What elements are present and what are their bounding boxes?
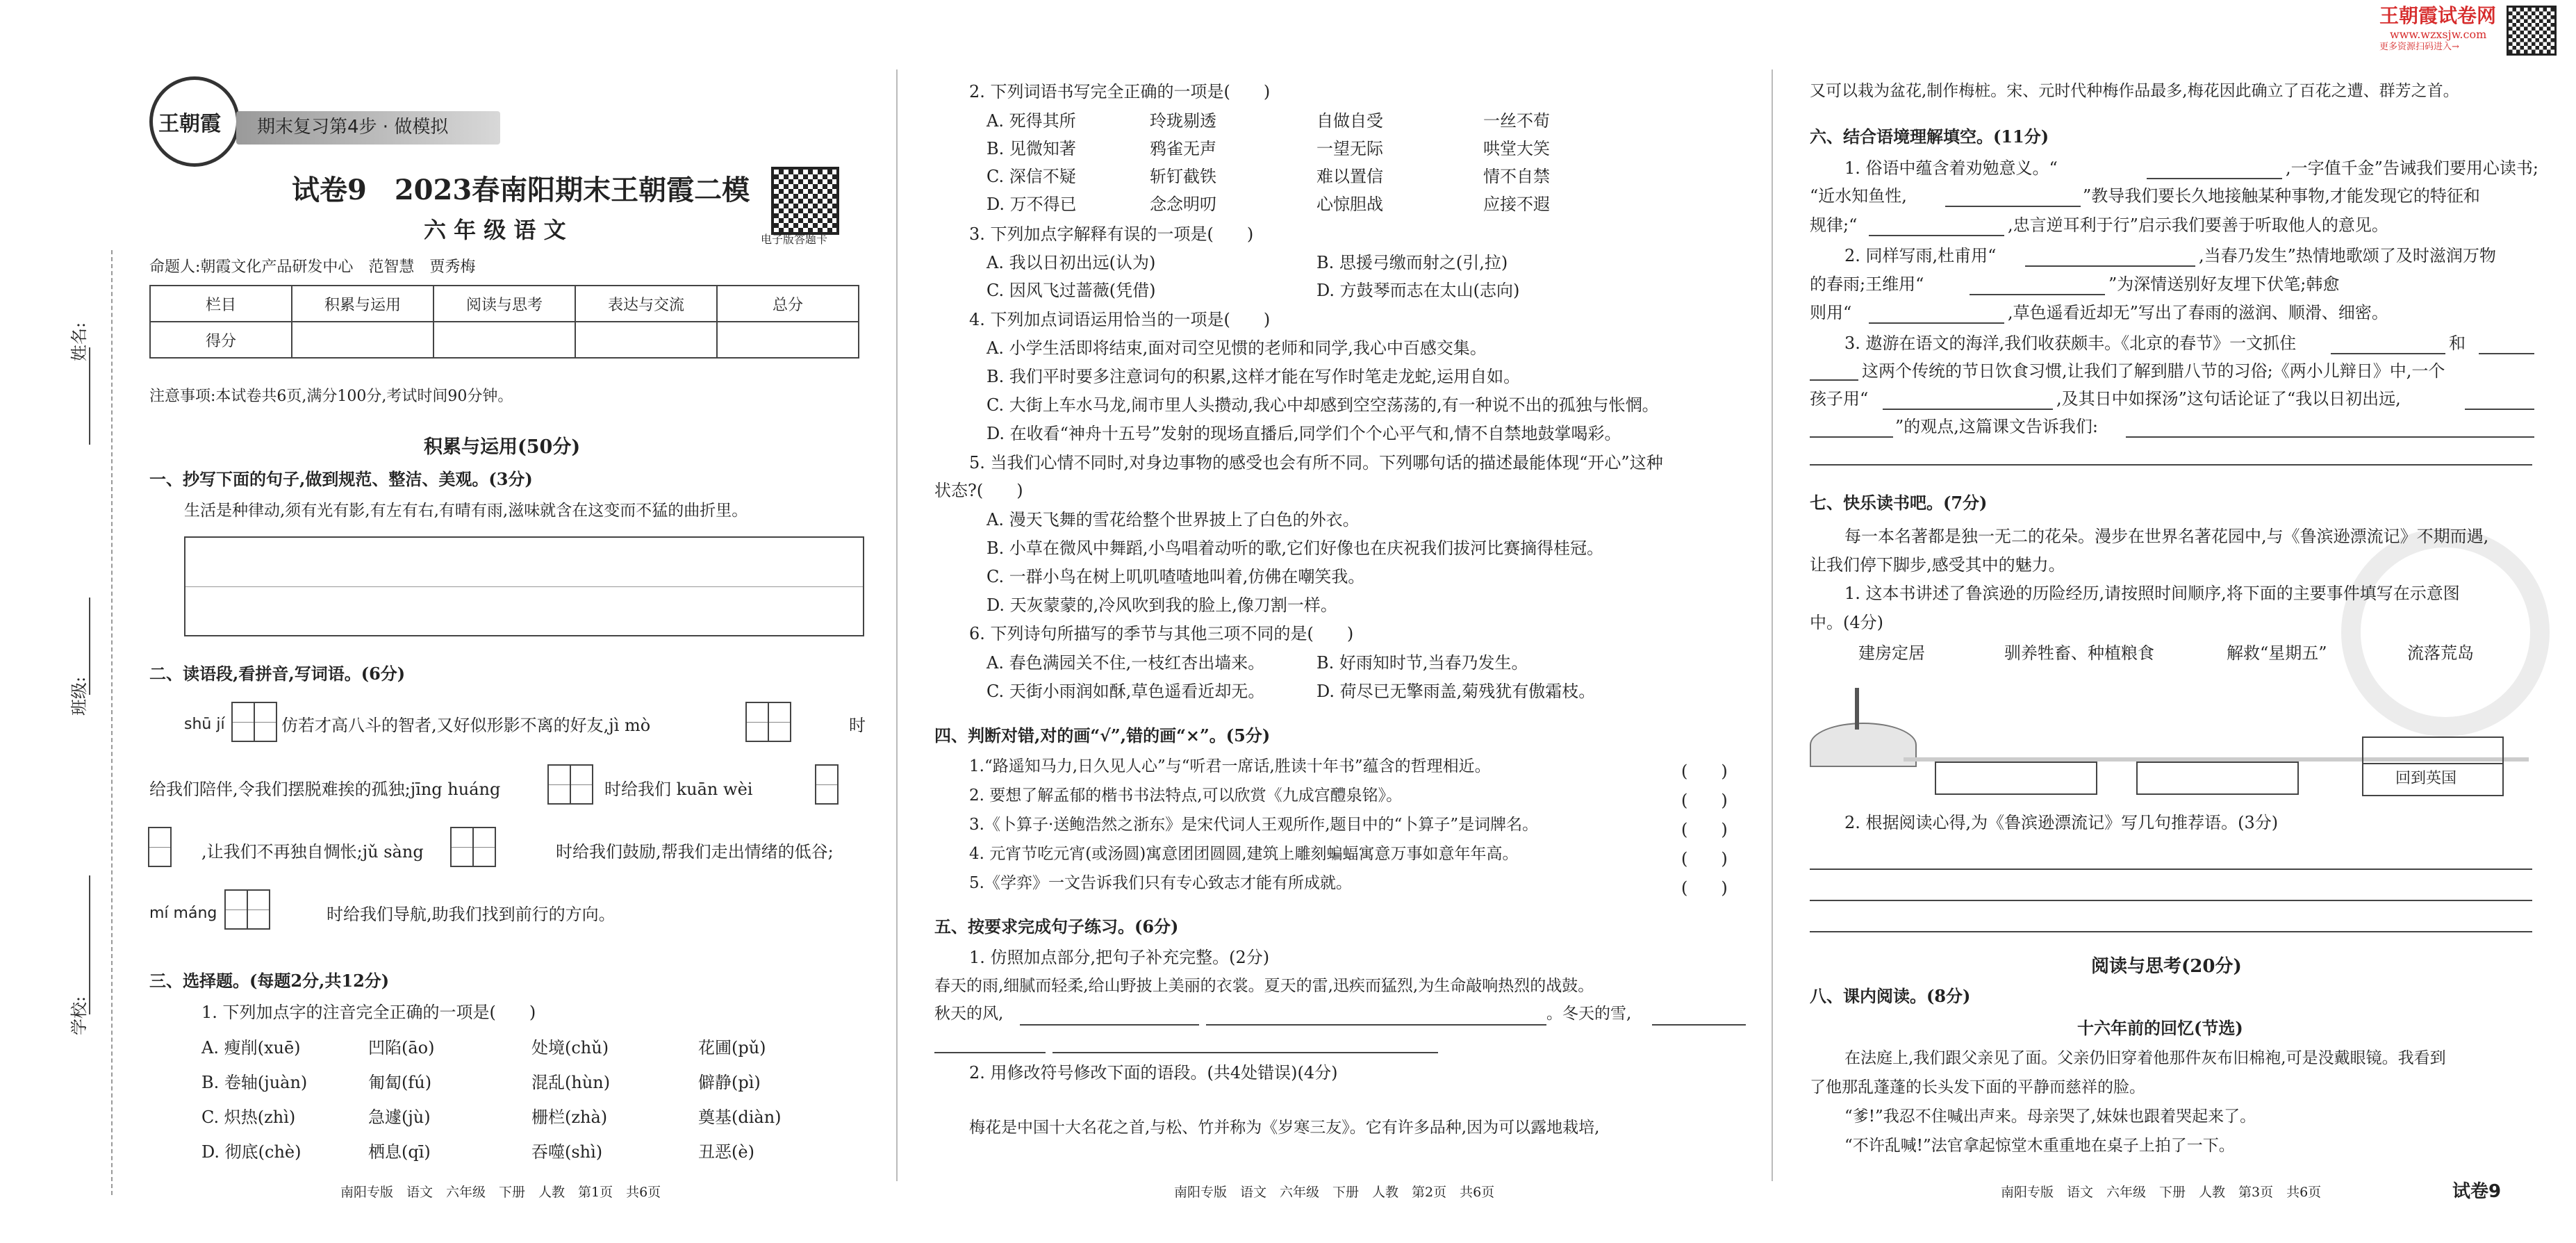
- q3-5-opt: B. 小草在微风中舞蹈,小鸟唱着动听的歌,它们好像也在庆祝我们拔河比赛摘得桂冠。: [986, 538, 1604, 558]
- q3-2-opt: D. 万不得已: [986, 195, 1077, 214]
- q7-event: 建房定居: [1858, 643, 1925, 663]
- brand-logo-text: 王朝霞: [158, 112, 221, 136]
- score-header: 积累与运用: [292, 286, 434, 322]
- q3-5-question: 5. 当我们心情不同时,对身边事物的感受也会有所不同。下列哪句话的描述最能体现“开心”这种: [969, 453, 1663, 472]
- q6-blank-7[interactable]: [2331, 353, 2445, 354]
- slogan-text: 期末复习第4步 · 做模拟: [257, 117, 449, 138]
- q4-item: 2. 要想了解孟郁的楷书书法特点,可以欣赏《九成宫醴泉铭》。: [969, 787, 1403, 805]
- q8-paragraph: “不许乱喊!”法官拿起惊堂木重重地在桌子上拍了一下。: [1844, 1137, 2235, 1155]
- q6-2b: ,当春乃发生”热情地歌颂了及时滋润万物: [2199, 246, 2496, 265]
- q3-1-opt: 花圃(pǔ): [698, 1038, 766, 1057]
- q2-box-5[interactable]: [149, 827, 172, 867]
- q5-1-blank-1[interactable]: [1020, 1024, 1199, 1026]
- q6-blank-3[interactable]: [1869, 235, 2004, 236]
- q2-pinyin-1: shū jí: [184, 716, 225, 733]
- q3-4-opt: C. 大街上车水马龙,闹市里人头攒动,我心中却感到空空荡荡的,有一种说不出的孤独与怅惘。: [986, 395, 1659, 415]
- q3-2-opt: 难以置信: [1316, 167, 1383, 186]
- q3-2-opt: B. 见微知著: [986, 139, 1076, 158]
- q7-2-line[interactable]: [1810, 869, 2532, 870]
- score-cell[interactable]: [292, 322, 434, 358]
- q6-2c: 的春雨;王维用“: [1810, 274, 1924, 294]
- q3-2-opt: 心惊胆战: [1316, 195, 1383, 214]
- q1-title: 一、抄写下面的句子,做到规范、整洁、美观。(3分): [149, 469, 533, 489]
- q6-3c: 这两个传统的节日饮食习惯,让我们了解到腊八节的习俗;《两小儿辩日》中,一个: [1862, 361, 2445, 381]
- q6-blank-10[interactable]: [1883, 409, 2053, 410]
- q2-box-3[interactable]: [549, 764, 593, 805]
- school-line[interactable]: [89, 875, 90, 1014]
- q5-1-text: 春天的雨,细腻而轻柔,给山野披上美丽的衣裳。夏天的雷,迅疾而猛烈,为生命敲响热烈的战鼓。: [934, 977, 1594, 995]
- q4-item: 1.“路遥知马力,日久见人心”与“听君一席话,胜读十年书”蕴含的哲理相近。: [969, 757, 1491, 775]
- q6-blank-13[interactable]: [2126, 436, 2534, 438]
- q3-2-opt: 斩钉截铁: [1150, 167, 1216, 186]
- class-line[interactable]: [89, 598, 90, 695]
- p3-top-text: 又可以栽为盆花,制作梅桩。宋、元时代种梅作品最多,梅花因此确立了百花之遭、群芳之首。: [1810, 82, 2459, 100]
- q6-1f: ,忠言逆耳利于行”启示我们要善于听取他人的意见。: [2008, 215, 2388, 235]
- q5-1-blank-2[interactable]: [1206, 1024, 1546, 1026]
- q6-blank-11[interactable]: [2465, 409, 2534, 410]
- q6-1d: ”教导我们要长久地接触某种事物,才能发现它的特征和: [2083, 186, 2480, 206]
- q6-1e: 规律;“: [1810, 215, 1858, 235]
- section-title-accumulate: 积累与运用(50分): [424, 436, 581, 458]
- q3-5-opt: A. 漫天飞舞的雪花给整个世界披上了白色的外衣。: [986, 510, 1360, 529]
- q3-1-opt: 僻静(pì): [698, 1073, 761, 1092]
- q3-2-opt: 自做自受: [1316, 111, 1383, 131]
- q3-2-opt: 一望无际: [1316, 139, 1383, 158]
- q6-2d: ”为深情送别好友埋下伏笔;韩愈: [2108, 274, 2340, 294]
- q6-blank-5[interactable]: [1970, 294, 2105, 295]
- q3-1-opt: 丑恶(è): [698, 1142, 754, 1162]
- q3-1-question: 1. 下列加点字的注音完全正确的一项是( ): [201, 1003, 536, 1022]
- q1-sentence: 生活是种律动,须有光有影,有左有右,有晴有雨,滋味就含在这变而不猛的曲折里。: [184, 502, 748, 520]
- paper-subject: 六 年 级 语 文: [424, 217, 566, 243]
- q3-1-opt: 奠基(diàn): [698, 1108, 782, 1127]
- q2-text-2: 给我们陪伴,令我们摆脱难挨的孤独;jīng huáng: [149, 780, 501, 799]
- q3-6-question: 6. 下列诗句所描写的季节与其他三项不同的是( ): [969, 624, 1354, 643]
- page-divider: [896, 69, 898, 1181]
- brand-qr-icon[interactable]: [2507, 6, 2557, 56]
- footer-page-2: 南阳专版 语文 六年级 下册 人教 第2页 共6页: [1174, 1185, 1495, 1200]
- q3-2-opt: 情不自禁: [1483, 167, 1550, 186]
- score-header: 表达与交流: [575, 286, 717, 322]
- q3-4-opt: B. 我们平时要多注意词句的积累,这样才能在写作时笔走龙蛇,运用自如。: [986, 367, 1521, 386]
- palm-tree-icon: [1855, 688, 1859, 730]
- timeline-box-2[interactable]: [2136, 762, 2299, 795]
- q6-blank-4[interactable]: [2025, 265, 2195, 267]
- q2-box-7[interactable]: [226, 889, 270, 930]
- slogan-banner: [236, 111, 500, 145]
- score-header: 栏目: [150, 286, 292, 322]
- paper-badge: 试卷9: [2452, 1181, 2502, 1202]
- q1-copy-box[interactable]: [184, 536, 864, 636]
- footer-page-1: 南阳专版 语文 六年级 下册 人教 第1页 共6页: [340, 1185, 661, 1200]
- q2-title: 二、读语段,看拼音,写词语。(6分): [149, 664, 406, 684]
- q6-2f: ,草色遥看近却无”写出了春雨的滋润、顺滑、细密。: [2008, 303, 2388, 322]
- q2-text-2b: 时给我们 kuān wèi: [604, 780, 753, 799]
- q3-2-opt: 念念明叨: [1150, 195, 1216, 214]
- q7-event: 流落荒岛: [2407, 643, 2474, 663]
- q4-item: 3.《卜算子·送鲍浩然之浙东》是宋代词人王观所作,题目中的“卜算子”是词牌名。: [969, 816, 1539, 834]
- q3-1-opt: C. 炽热(zhì): [201, 1108, 296, 1127]
- q3-1-opt: D. 彻底(chè): [201, 1142, 302, 1162]
- q7-2-line[interactable]: [1810, 900, 2532, 901]
- q7-text-1: 每一本名著都是独一无二的花朵。漫步在世界名著花园中,与《鲁滨逊漂流记》不期而遇,: [1844, 527, 2489, 546]
- q2-box-4[interactable]: [816, 764, 839, 805]
- q7-2-line[interactable]: [1810, 931, 2532, 932]
- score-cell[interactable]: [575, 322, 717, 358]
- q6-title: 六、结合语境理解填空。(11分): [1810, 126, 2049, 147]
- side-label-name: 姓名:: [69, 322, 89, 361]
- q3-1-opt: 混乱(hùn): [531, 1073, 611, 1092]
- side-label-school: 学校:: [69, 996, 89, 1035]
- score-header: 阅读与思考: [434, 286, 575, 322]
- q3-1-opt: 栖息(qī): [368, 1142, 431, 1162]
- q5-title: 五、按要求完成句子练习。(6分): [934, 916, 1179, 937]
- q4-item: 4. 元宵节吃元宵(或汤圆)寓意团团圆圆,建筑上雕刻蝙蝠寓意万事如意年年高。: [969, 845, 1519, 863]
- island-illustration-icon: [1810, 723, 1917, 767]
- q7-event: 驯养牲畜、种植粮食: [2004, 643, 2154, 663]
- q3-6-opt: B. 好雨知时节,当春乃发生。: [1316, 653, 1528, 673]
- q6-3f: ”的观点,这篇课文告诉我们:: [1895, 417, 2098, 436]
- q7-1-question: 1. 这本书讲述了鲁滨逊的历险经历,请按照时间顺序,将下面的主要事件填写在示意图: [1844, 584, 2460, 603]
- q6-1b: ,一字值千金”告诫我们要用心读书;: [2286, 158, 2538, 178]
- footer-page-3: 南阳专版 语文 六年级 下册 人教 第3页 共6页: [2001, 1185, 2322, 1200]
- q7-title: 七、快乐读书吧。(7分): [1810, 493, 1988, 513]
- q4-answer-paren[interactable]: ( ): [1681, 762, 1728, 781]
- q7-2-question: 2. 根据阅读心得,为《鲁滨逊漂流记》写几句推荐语。(3分): [1844, 813, 2279, 832]
- qr-code-icon[interactable]: [771, 167, 839, 235]
- q2-box-1[interactable]: [233, 702, 277, 742]
- q3-1-opt: B. 卷轴(juàn): [201, 1073, 308, 1092]
- q8-paragraph: “爹!”我忍不住喊出声来。母亲哭了,妹妹也跟着哭起来了。: [1844, 1108, 2256, 1126]
- q3-6-opt: C. 天街小雨润如酥,草色遥看近却无。: [986, 682, 1265, 701]
- q3-2-opt: 应接不遐: [1483, 195, 1550, 214]
- score-table: [149, 285, 859, 359]
- q6-blank-12[interactable]: [1810, 436, 1893, 438]
- q3-6-opt: A. 春色满园关不住,一枝红杏出墙来。: [986, 653, 1265, 673]
- q6-blank-9[interactable]: [1810, 379, 1858, 381]
- score-row-label: 得分: [150, 322, 292, 358]
- q3-3-opt: D. 方鼓琴而志在太山(志向): [1316, 281, 1520, 300]
- score-header: 总分: [717, 286, 859, 322]
- q5-1-text-2a: 秋天的风,: [934, 1005, 1004, 1023]
- name-line[interactable]: [89, 347, 90, 445]
- timeline-box-end: [2362, 763, 2504, 796]
- q2-text-3: ,让我们不再独自惆怅;jǔ sàng: [201, 842, 424, 862]
- q2-box-6[interactable]: [452, 827, 496, 867]
- watermark-seal: [2341, 528, 2550, 736]
- timeline-end-label: 回到英国: [2395, 770, 2457, 787]
- q2-box-2[interactable]: [747, 702, 791, 742]
- q6-1a: 1. 俗语中蕴含着劝勉意义。“: [1844, 158, 2058, 178]
- q3-2-opt: 哄堂大笑: [1483, 139, 1550, 158]
- q5-1-blank-5[interactable]: [1052, 1052, 1438, 1053]
- section-title-reading: 阅读与思考(20分): [2091, 956, 2242, 977]
- q3-4-opt: A. 小学生活即将结束,面对司空见惯的老师和同学,我心中百感交集。: [986, 338, 1487, 358]
- q5-1-blank-3[interactable]: [1652, 1024, 1746, 1026]
- q2-text-3b: 时给我们鼓励,帮我们走出情绪的低谷;: [556, 842, 834, 862]
- q3-1-opt: 急遽(jù): [368, 1108, 431, 1127]
- q6-3a: 3. 遨游在语文的海洋,我们收获颇丰。《北京的春节》一文抓住: [1844, 334, 2297, 353]
- q6-2a: 2. 同样写雨,杜甫用“: [1844, 246, 1997, 265]
- brand-logo: [149, 76, 240, 167]
- q3-5-opt: C. 一群小鸟在树上叽叽喳喳地叫着,仿佛在嘲笑我。: [986, 567, 1365, 586]
- q6-blank-8[interactable]: [2479, 353, 2534, 354]
- brand-site-sub: 更多资源扫码进入→: [2379, 42, 2459, 52]
- q6-3d: 孩子用“: [1810, 389, 1869, 409]
- q3-6-opt: D. 荷尽已无擎雨盖,菊残犹有傲霜枝。: [1316, 682, 1596, 701]
- q3-4-opt: D. 在收看“神舟十五号”发射的现场直播后,同学们个个心平气和,情不自禁地鼓掌喝彩。: [986, 424, 1621, 443]
- q3-3-question: 3. 下列加点字解释有误的一项是( ): [969, 224, 1254, 244]
- side-label-class: 班级:: [69, 676, 89, 716]
- q6-3b: 和: [2449, 334, 2466, 353]
- q7-1-question-b: 中。(4分): [1810, 613, 1883, 632]
- score-cell[interactable]: [717, 322, 859, 358]
- q5-1-text-2b: 。冬天的雪,: [1546, 1005, 1632, 1023]
- q3-1-opt: 处境(chǔ): [531, 1038, 609, 1057]
- q2-text-1: 仿若才高八斗的智者,又好似形影不离的好友,jì mò: [281, 716, 651, 735]
- binding-line: [111, 250, 114, 1195]
- q5-2-text: 梅花是中国十大名花之首,与松、竹并称为《岁寒三友》。它有许多品种,因为可以露地栽培,: [969, 1119, 1600, 1137]
- score-cell[interactable]: [434, 322, 575, 358]
- q6-1c: “近水知鱼性,: [1810, 186, 1907, 206]
- q8-paragraph: 在法庭上,我们跟父亲见了面。父亲仍旧穿着他那件灰布旧棉袍,可是没戴眼镜。我看到: [1844, 1049, 2446, 1067]
- q4-answer-paren[interactable]: ( ): [1681, 820, 1728, 839]
- q8-passage-title: 十六年前的回忆(节选): [2077, 1018, 2243, 1038]
- q6-blank-14[interactable]: [1810, 464, 2532, 466]
- q3-1-opt: A. 瘦削(xuē): [201, 1038, 301, 1057]
- q3-title: 三、选择题。(每题2分,共12分): [149, 971, 390, 991]
- q4-answer-paren[interactable]: ( ): [1681, 791, 1728, 810]
- qr-label: 电子版答题卡: [761, 233, 828, 246]
- q3-5-opt: D. 天灰蒙蒙的,冷风吹到我的脸上,像刀割一样。: [986, 595, 1337, 615]
- q8-paragraph: 了他那乱蓬蓬的长头发下面的平静而慈祥的脸。: [1810, 1078, 2145, 1096]
- q8-title: 八、课内阅读。(8分): [1810, 986, 1971, 1006]
- q3-2-opt: 鸦雀无声: [1150, 139, 1216, 158]
- q4-item: 5.《学弈》一文告诉我们只有专心致志才能有所成就。: [969, 874, 1352, 892]
- q3-2-opt: 一丝不荀: [1483, 111, 1550, 131]
- q2-text-4: 时给我们导航,助我们找到前行的方向。: [327, 905, 616, 924]
- q4-answer-paren[interactable]: ( ): [1681, 849, 1728, 869]
- q7-event: 解救“星期五”: [2227, 643, 2327, 663]
- q3-4-question: 4. 下列加点词语运用恰当的一项是( ): [969, 310, 1271, 329]
- q3-1-opt: 吞噬(shì): [531, 1142, 603, 1162]
- q3-2-opt: 玲珑剔透: [1150, 111, 1216, 131]
- q7-text-2: 让我们停下脚步,感受其中的魅力。: [1810, 555, 2065, 575]
- q6-3e: ,及其日中如探汤”这句话论证了“我以日初出远,: [2056, 389, 2401, 409]
- q4-answer-paren[interactable]: ( ): [1681, 878, 1728, 898]
- notice: 注意事项:本试卷共6页,满分100分,考试时间90分钟。: [149, 388, 513, 405]
- q3-3-opt: B. 思援弓缴而射之(引,拉): [1316, 253, 1508, 272]
- timeline-box-1[interactable]: [1935, 762, 2097, 795]
- paper-title: 试卷9 2023春南阳期末王朝霞二模: [292, 174, 750, 206]
- q5-1-blank-4[interactable]: [934, 1052, 1046, 1053]
- q3-1-opt: 栅栏(zhà): [531, 1108, 608, 1127]
- q3-2-question: 2. 下列词语书写完全正确的一项是( ): [969, 82, 1271, 101]
- q5-2-question: 2. 用修改符号修改下面的语段。(共4处错误)(4分): [969, 1063, 1338, 1083]
- q3-3-opt: A. 我以日初出远(认为): [986, 253, 1156, 272]
- q3-3-opt: C. 因风飞过蔷薇(凭借): [986, 281, 1156, 300]
- authors: 命题人:朝霞文化产品研发中心 范智慧 贾秀梅: [149, 258, 476, 276]
- brand-site-url[interactable]: www.wzxsjw.com: [2390, 28, 2487, 41]
- q3-2-opt: A. 死得其所: [986, 111, 1076, 131]
- q3-1-opt: 凹陷(āo): [368, 1038, 435, 1057]
- q3-2-opt: C. 深信不疑: [986, 167, 1076, 186]
- q3-5-question-b: 状态?( ): [934, 481, 1023, 500]
- q2-pinyin-4: mí máng: [149, 905, 217, 922]
- q5-1-question: 1. 仿照加点部分,把句子补充完整。(2分): [969, 948, 1270, 967]
- q6-blank-1[interactable]: [2147, 178, 2282, 179]
- page-divider: [1772, 69, 1773, 1181]
- q3-1-opt: 匍匐(fú): [368, 1073, 432, 1092]
- brand-site-name[interactable]: 王朝霞试卷网: [2379, 4, 2497, 27]
- q2-text-1c: 时: [849, 716, 866, 735]
- q6-blank-2[interactable]: [1945, 206, 2081, 207]
- q6-blank-6[interactable]: [1869, 322, 2004, 324]
- q6-2e: 则用“: [1810, 303, 1852, 322]
- q4-title: 四、判断对错,对的画“√”,错的画“×”。(5分): [934, 725, 1271, 746]
